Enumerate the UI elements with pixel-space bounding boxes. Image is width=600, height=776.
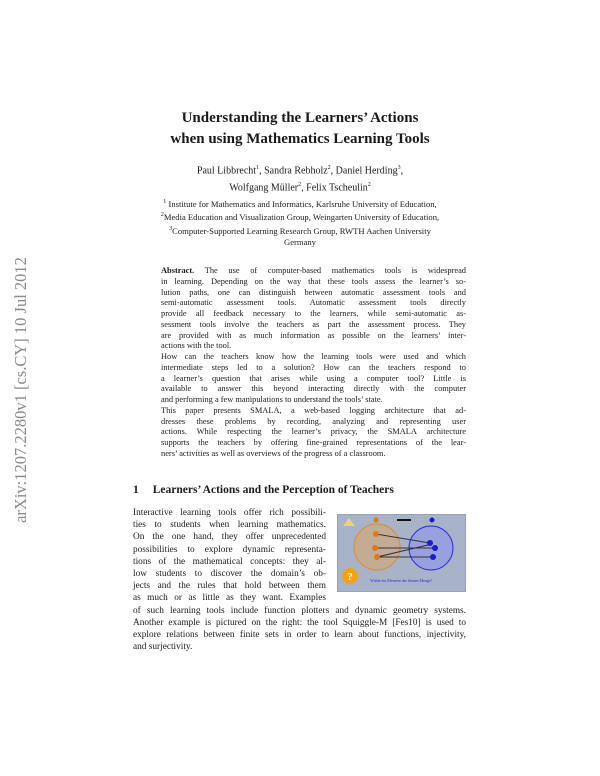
abstract: [161, 266, 466, 460]
authors: Paul Libbrecht$^1$, Sandra Rebholz$^2$, Daniel Herding$^3$, Wolfgang Müller$^2$, Felix Tscheulin$^2$: [196, 165, 404, 194]
abstract-label: Abstract.: [161, 266, 195, 275]
body-line: explore relations between finite sets in order to learn about functions, injectivity,: [133, 630, 466, 641]
body-line: possibilities to explore dynamic representa-: [133, 544, 326, 555]
svg-text:?: ?: [347, 571, 353, 583]
abstract-line: are provided with as much information as possible on the learners’ inter-: [161, 330, 466, 340]
body-line: ties to students when learning mathematics.: [133, 520, 326, 531]
abstract-line: actions with the tool.: [161, 341, 232, 351]
abstract-line: lution paths, one can distinguish between automatic assessment tools and: [161, 287, 466, 297]
body-line: as much or as little as they want. Examples: [133, 593, 326, 604]
paper-title: Understanding the Learners’ Actions when using Mathematics Learning Tools: [170, 110, 430, 147]
abstract-line: in learning. Depending on the way that these tools assess the learner’s so-: [161, 276, 466, 286]
body-line: Interactive learning tools offer rich possibili-: [133, 508, 326, 518]
abstract-line: sessment tools involve the teachers as part the assessment process. They: [161, 319, 466, 329]
abstract-line: semi-automatic assessment tools. Automatic assessment tools directly: [161, 298, 466, 308]
abstract-line: intermediate steps led to a solution? How can the teachers respond to: [161, 362, 466, 372]
abstract-line: supports the teachers by offering fine-grained representations of the lear-: [161, 438, 466, 447]
abstract-line: a learner’s question that arises while using a computer tool? Little is: [161, 373, 466, 383]
svg-text:Wähle ein Element der blauen M: Wähle ein Element der blauen Menge!: [370, 578, 432, 583]
abstract-line: available to answer this beyond interacting directly with the computer: [161, 384, 466, 394]
abstract-line: This paper presents SMALA, a web-based logging architecture that ad-: [161, 405, 466, 415]
squiggle-m-figure: [337, 514, 466, 592]
arxiv-stamp: arXiv:1207.2280v1 [cs.CY] 10 Jul 2012: [11, 257, 30, 523]
body-line: On the one hand, they offer unprecedented: [133, 532, 326, 543]
section-heading: 1 Learners’ Actions and the Perception of Teachers: [133, 484, 394, 496]
abstract-line: actions. While respecting the learner’s privacy, the SMALA architecture: [161, 427, 466, 437]
abstract-line: and performing a few manipulations to understand the tools’ state.: [161, 395, 383, 404]
abstract-line: ners’ activities as well as overviews of the progress of a classroom.: [161, 448, 386, 458]
body-line: and surjectivity.: [133, 642, 193, 653]
affiliations: $^1$ Institute for Mathematics and Informatics, Karlsruhe University of Education, $^2$Media Education and Visualization Group, Weingarten University of Education, $^3$Computer-Supported Learning Research Group, RWTH Aachen University Germany: [160, 198, 440, 248]
abstract-line: Abstract. The use of computer-based mathematics tools is widespread: [161, 266, 466, 275]
body-line: of such learning tools include function plotters and dynamic geometry systems.: [133, 605, 466, 616]
body-line: Another example is pictured on the right: the tool Squiggle-M [Fes10] is used to: [133, 617, 466, 628]
body-line: jects and the rules that hold between them: [133, 581, 326, 592]
abstract-line: dresses these problems by recording, analyzing and representing user: [161, 416, 466, 426]
body-line: tions of the mathematical concepts: they al-: [133, 556, 326, 567]
body-line: low students to discover the domain’s ob-: [133, 569, 326, 580]
abstract-line: How can the teachers know how the learning tools were used and which: [161, 352, 466, 361]
abstract-line: provide all feedback necessary to the learners, while semi-automatic as-: [161, 309, 466, 318]
